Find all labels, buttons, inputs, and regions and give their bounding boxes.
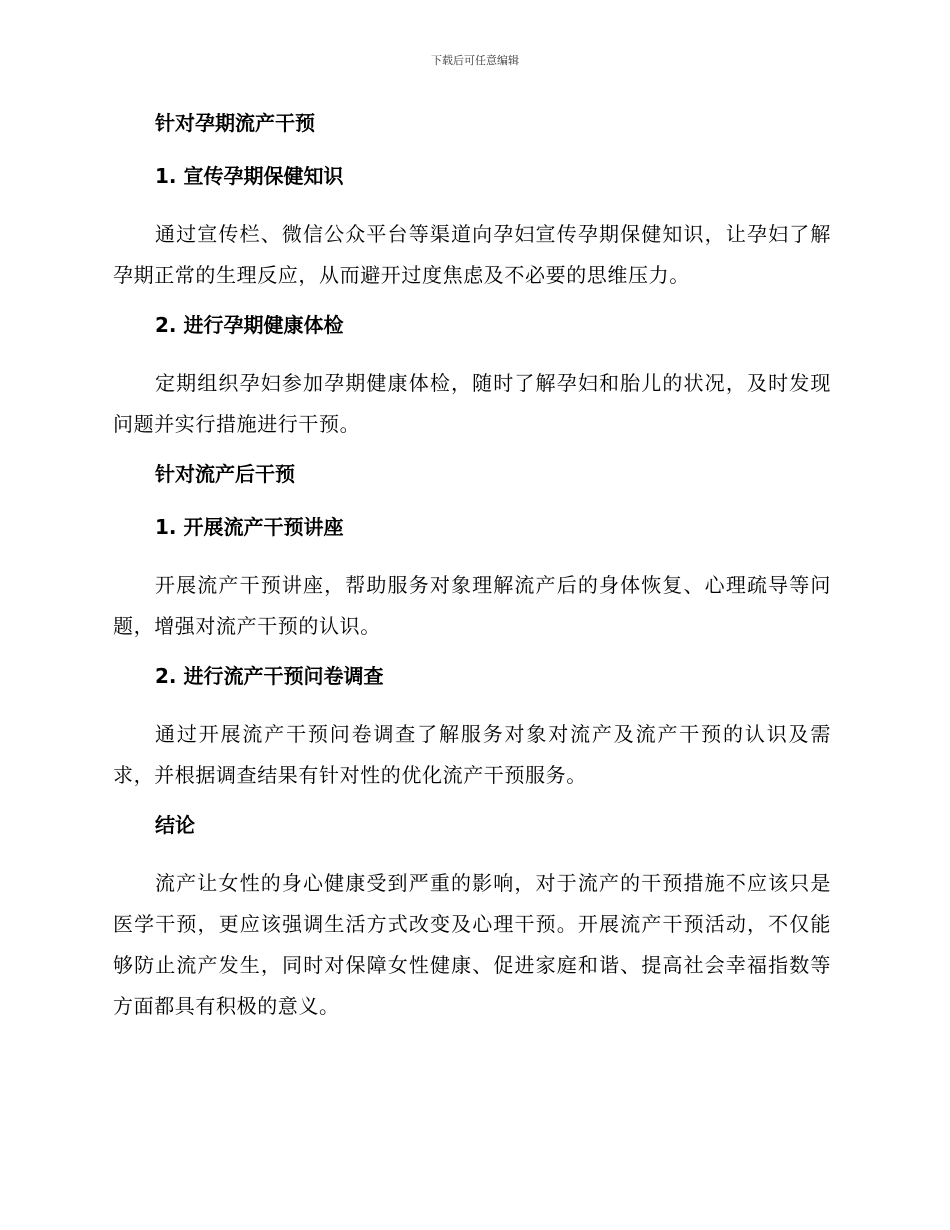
subheading-health-checkup: 2. 进行孕期健康体检: [155, 313, 344, 337]
section-heading-conclusion: 结论: [155, 813, 195, 837]
section-heading-pregnancy-intervention: 针对孕期流产干预: [155, 111, 315, 135]
paragraph-health-checkup: 定期组织孕妇参加孕期健康体检，随时了解孕妇和胎儿的状况，及时发现问题并实行措施进行干预。: [113, 371, 831, 436]
subheading-health-education: 1. 宣传孕期保健知识: [155, 164, 344, 188]
document-body: [113, 108, 831, 1041]
paragraph-conclusion: 流产让女性的身心健康受到严重的影响，对于流产的干预措施不应该只是医学干预，更应该强调生活方式改变及心理干预。开展流产干预活动，不仅能够防止流产发生，同时对保障女性健康、促进家庭和谐、提高社会幸福指数等方面都具有积极的意义。: [113, 871, 831, 1018]
subheading-questionnaire: 2. 进行流产干预问卷调查: [155, 664, 384, 688]
subheading-lecture: 1. 开展流产干预讲座: [155, 515, 344, 539]
paragraph-questionnaire: 通过开展流产干预问卷调查了解服务对象对流产及流产干预的认识及需求，并根据调查结果有针对性的优化流产干预服务。: [113, 722, 831, 787]
paragraph-health-education: 通过宣传栏、微信公众平台等渠道向孕妇宣传孕期保健知识，让孕妇了解孕期正常的生理反应，从而避开过度焦虑及不必要的思维压力。: [113, 222, 831, 287]
page-header: 下载后可任意编辑: [431, 54, 519, 67]
paragraph-lecture: 开展流产干预讲座，帮助服务对象理解流产后的身体恢复、心理疏导等问题，增强对流产干预的认识。: [113, 573, 831, 638]
section-heading-post-abortion-intervention: 针对流产后干预: [155, 462, 295, 486]
